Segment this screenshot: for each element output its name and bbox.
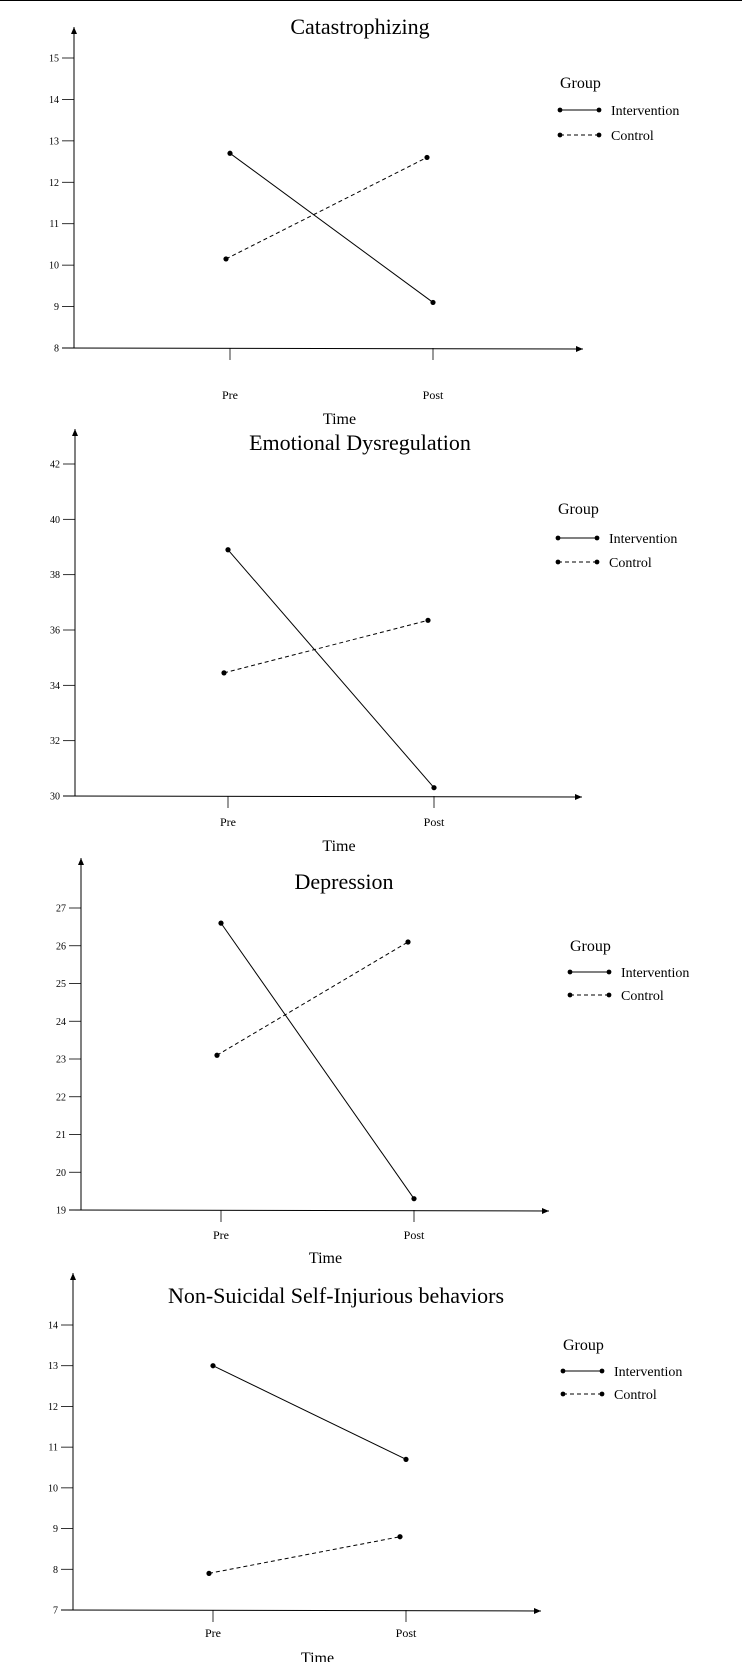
legend-marker-intervention <box>597 108 602 113</box>
data-point-control-pre <box>223 256 228 261</box>
chart-depression <box>0 858 742 1270</box>
x-axis <box>62 348 583 349</box>
data-point-intervention-pre <box>225 547 230 552</box>
y-tick-label: 42 <box>50 459 60 471</box>
y-tick-label: 11 <box>48 1442 58 1454</box>
legend-marker-intervention <box>568 970 573 975</box>
data-point-control-pre <box>214 1053 219 1058</box>
series-line-intervention <box>213 1366 406 1460</box>
x-axis-label: Time <box>300 1650 335 1662</box>
y-tick-label: 10 <box>48 1483 58 1495</box>
x-axis <box>63 796 582 797</box>
legend-marker-intervention <box>561 1369 566 1374</box>
y-tick-label: 20 <box>56 1167 66 1179</box>
chart-title: Emotional Dysregulation <box>249 430 471 455</box>
chart-title: Depression <box>294 869 394 894</box>
y-tick-label: 25 <box>56 979 66 990</box>
legend-marker-control <box>607 993 612 998</box>
data-point-control-post <box>424 155 429 160</box>
y-tick-label: 13 <box>49 136 59 148</box>
y-tick-label: 12 <box>48 1401 58 1413</box>
y-tick-label: 9 <box>54 302 59 314</box>
legend-label-control: Control <box>621 989 664 1004</box>
x-tick-label-post: Post <box>423 815 445 829</box>
legend-marker-control <box>568 993 573 998</box>
y-tick-label: 38 <box>50 570 60 582</box>
y-tick-label: 12 <box>49 177 59 189</box>
legend-label-intervention: Intervention <box>611 104 680 119</box>
legend-label-control: Control <box>614 1388 657 1403</box>
data-point-intervention-pre <box>218 921 223 926</box>
y-tick-label: 26 <box>56 941 66 953</box>
legend-label-intervention: Intervention <box>609 532 678 547</box>
data-point-intervention-post <box>431 785 436 790</box>
series-line-intervention <box>230 153 433 302</box>
data-point-intervention-pre <box>227 151 232 156</box>
data-point-control-pre <box>221 670 226 675</box>
legend-title: Group <box>558 501 599 518</box>
series-line-intervention <box>228 550 434 788</box>
legend-marker-intervention <box>607 970 612 975</box>
x-tick-label-pre: Pre <box>205 1626 221 1640</box>
x-tick-label-post: Post <box>422 388 444 402</box>
y-tick-label: 8 <box>53 1564 58 1576</box>
y-tick-label: 34 <box>50 680 60 692</box>
series-line-control <box>209 1537 400 1574</box>
y-tick-label: 7 <box>53 1605 58 1617</box>
chart-svg <box>0 858 742 1270</box>
series-line-control <box>224 620 428 673</box>
legend-marker-control <box>595 560 600 565</box>
x-axis <box>69 1210 549 1211</box>
x-axis-label: Time <box>322 838 356 855</box>
data-point-intervention-post <box>411 1196 416 1201</box>
y-tick-label: 10 <box>49 260 59 272</box>
chart-nssi <box>0 1270 742 1662</box>
y-tick-label: 8 <box>54 343 59 355</box>
legend-label-intervention: Intervention <box>621 966 690 981</box>
legend-marker-control <box>600 1392 605 1397</box>
x-tick-label-pre: Pre <box>213 1228 229 1242</box>
legend-label-control: Control <box>609 556 652 571</box>
chart-svg <box>0 1270 742 1662</box>
legend-label-control: Control <box>611 129 654 144</box>
x-axis-label: Time <box>322 411 357 428</box>
x-tick-label-post: Post <box>403 1228 425 1242</box>
series-line-intervention <box>221 923 414 1199</box>
legend-marker-control <box>558 133 563 138</box>
chart-svg <box>0 0 742 428</box>
y-tick-label: 11 <box>49 219 59 231</box>
data-point-intervention-pre <box>210 1363 215 1368</box>
y-tick-label: 14 <box>48 1320 58 1332</box>
data-point-control-post <box>425 618 430 623</box>
y-tick-label: 32 <box>50 736 60 748</box>
x-tick-label-pre: Pre <box>220 815 236 829</box>
legend-marker-intervention <box>556 536 561 541</box>
data-point-control-post <box>397 1534 402 1539</box>
chart-svg <box>0 428 742 858</box>
data-point-control-pre <box>206 1571 211 1576</box>
data-point-intervention-post <box>430 300 435 305</box>
y-tick-label: 27 <box>56 903 66 915</box>
legend-label-intervention: Intervention <box>614 1365 683 1380</box>
x-axis-label: Time <box>308 1250 343 1267</box>
legend-title: Group <box>560 75 601 92</box>
legend-marker-intervention <box>600 1369 605 1374</box>
chart-title: Non-Suicidal Self-Injurious behaviors <box>167 1283 505 1308</box>
y-tick-label: 19 <box>56 1205 66 1217</box>
data-point-intervention-post <box>403 1457 408 1462</box>
chart-emotional-dysregulation <box>0 428 742 858</box>
x-axis <box>61 1610 541 1611</box>
y-tick-label: 14 <box>49 94 59 106</box>
y-tick-label: 21 <box>56 1130 66 1141</box>
legend-marker-intervention <box>558 108 563 113</box>
legend-title: Group <box>563 1337 604 1354</box>
legend-title: Group <box>570 938 611 955</box>
y-tick-label: 13 <box>48 1361 58 1373</box>
y-tick-label: 23 <box>56 1054 66 1066</box>
y-tick-label: 22 <box>56 1092 66 1104</box>
chart-title: Catastrophizing <box>290 14 430 39</box>
legend-marker-intervention <box>595 536 600 541</box>
data-point-control-post <box>405 939 410 944</box>
legend-marker-control <box>597 133 602 138</box>
y-tick-label: 24 <box>56 1016 66 1028</box>
y-tick-label: 9 <box>53 1524 58 1536</box>
x-tick-label-pre: Pre <box>222 388 238 402</box>
y-tick-label: 40 <box>50 514 60 526</box>
x-tick-label-post: Post <box>395 1626 417 1640</box>
y-tick-label: 36 <box>50 625 60 637</box>
chart-catastrophizing <box>0 0 742 428</box>
y-tick-label: 15 <box>49 53 59 65</box>
legend-marker-control <box>561 1392 566 1397</box>
y-tick-label: 30 <box>50 791 60 803</box>
legend-marker-control <box>556 560 561 565</box>
